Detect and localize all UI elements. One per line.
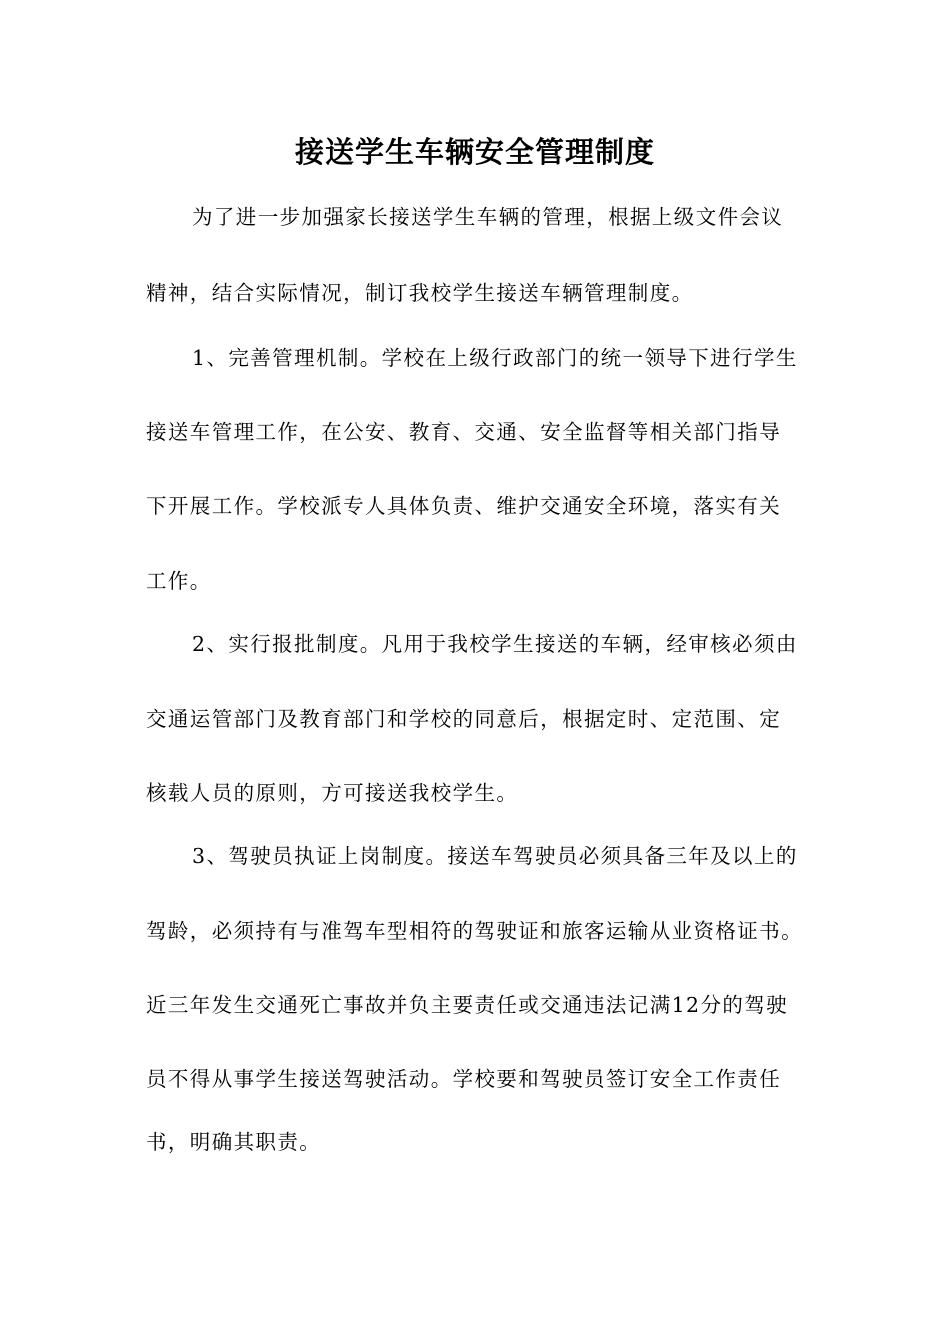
paragraph-line: 核载人员的原则，方可接送我校学生。 [146,781,519,805]
paragraph-line: 交通运管部门及教育部门和学校的同意后，根据定时、定范围、定 [146,707,782,731]
paragraph-line: 驾龄，必须持有与准驾车型相符的驾驶证和旅客运输从业资格证书。 [146,919,803,943]
paragraph-line: 2、实行报批制度。凡用于我校学生接送的车辆，经审核必须由 [192,632,798,656]
paragraph-line: 1、完善管理机制。学校在上级行政部门的统一领导下进行学生 [192,346,798,370]
paragraph-line: 近三年发生交通死亡事故并负主要责任或交通违法记满12分的驾驶 [146,993,789,1017]
paragraph-line: 精神，结合实际情况，制订我校学生接送车辆管理制度。 [146,281,694,305]
paragraph-line: 3、驾驶员执证上岗制度。接送车驾驶员必须具备三年及以上的 [192,844,798,868]
paragraph-line: 员不得从事学生接送驾驶活动。学校要和驾驶员签订安全工作责任 [146,1067,782,1091]
paragraph-line: 接送车管理工作，在公安、教育、交通、安全监督等相关部门指导 [146,420,782,444]
paragraph-line: 书，明确其职责。 [146,1130,322,1154]
paragraph-line: 下开展工作。学校派专人具体负责、维护交通安全环境，落实有关 [146,494,782,518]
paragraph-line: 工作。 [146,569,212,593]
document-title: 接送学生车辆安全管理制度 [294,135,655,169]
paragraph-line: 为了进一步加强家长接送学生车辆的管理，根据上级文件会议 [192,205,784,229]
